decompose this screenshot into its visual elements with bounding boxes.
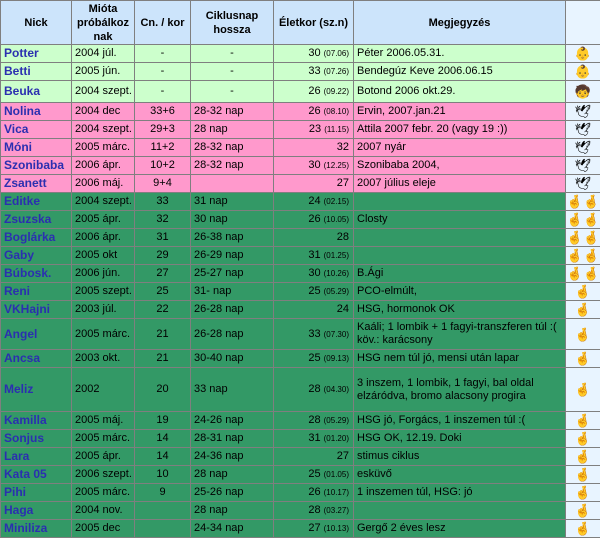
age-value: 30 — [308, 159, 320, 171]
note-cell: stimus ciklus — [354, 448, 566, 466]
baby-icon: 👶 — [566, 45, 600, 63]
age-value: 25 — [308, 468, 320, 480]
since-cell: 2006 máj. — [72, 175, 135, 193]
age-cell — [274, 211, 354, 229]
cn-cell: 14 — [135, 448, 191, 466]
cn-cell: 33 — [135, 193, 191, 211]
table-row — [1, 175, 600, 193]
age-value: 25 — [308, 352, 320, 364]
nick-cell: Beuka — [1, 81, 72, 103]
nick-cell: Ancsa — [1, 350, 72, 368]
cn-cell: 10 — [135, 466, 191, 484]
birthday-value: (10.26) — [324, 269, 349, 278]
age-cell — [274, 45, 354, 63]
crossed-fingers-icon: 🤞 — [566, 520, 600, 538]
cycle-cell: 31 nap — [191, 193, 274, 211]
table-row — [1, 301, 600, 319]
cycle-cell — [191, 175, 274, 193]
nick-cell: Betti — [1, 63, 72, 81]
cycle-cell: 30 nap — [191, 211, 274, 229]
birthday-value: (07.30) — [324, 330, 349, 339]
nick-cell: Miniliza — [1, 520, 72, 538]
table-row — [1, 121, 600, 139]
crossed-fingers-icon: 🤞 — [566, 301, 600, 319]
age-cell — [274, 265, 354, 283]
note-cell: Attila 2007 febr. 20 (vagy 19 :)) — [354, 121, 566, 139]
age-value: 33 — [308, 328, 320, 340]
cycle-cell: 24-26 nap — [191, 412, 274, 430]
note-cell — [354, 502, 566, 520]
age-cell — [274, 502, 354, 520]
age-value: 24 — [337, 303, 349, 315]
header-nick: Nick — [1, 1, 72, 45]
cn-cell: 21 — [135, 319, 191, 350]
cycle-cell: 30-40 nap — [191, 350, 274, 368]
since-cell: 2004 dec — [72, 103, 135, 121]
nick-cell: Szonibaba — [1, 157, 72, 175]
birthday-value: (01.25) — [324, 251, 349, 260]
nick-cell: Pihi — [1, 484, 72, 502]
header-icon — [566, 1, 600, 45]
since-cell: 2006 ápr. — [72, 229, 135, 247]
cycle-cell: 24-34 nap — [191, 520, 274, 538]
baby-photo-icon: 🧒 — [566, 81, 600, 103]
age-value: 28 — [308, 414, 320, 426]
note-cell: Gergő 2 éves lesz — [354, 520, 566, 538]
crossed-fingers-icon: 🤞 — [566, 484, 600, 502]
nick-cell: Meliz — [1, 368, 72, 412]
since-cell: 2004 szept. — [72, 193, 135, 211]
birthday-value: (03.27) — [324, 506, 349, 515]
crossed-fingers-icon: 🤞 — [566, 466, 600, 484]
note-cell: 2007 július eleje — [354, 175, 566, 193]
table-row — [1, 247, 600, 265]
age-cell — [274, 139, 354, 157]
age-value: 30 — [308, 47, 320, 59]
table-row — [1, 103, 600, 121]
since-cell: 2005 ápr. — [72, 448, 135, 466]
table-row — [1, 63, 600, 81]
cycle-cell: - — [191, 81, 274, 103]
header-row — [1, 1, 600, 45]
age-cell — [274, 466, 354, 484]
birthday-value: (09.13) — [324, 354, 349, 363]
age-cell — [274, 247, 354, 265]
cycle-cell: 26-38 nap — [191, 229, 274, 247]
cycle-cell: 25-26 nap — [191, 484, 274, 502]
cycle-cell: 28-32 nap — [191, 103, 274, 121]
age-cell — [274, 63, 354, 81]
stork-icon: 🕊 — [566, 121, 600, 139]
age-value: 33 — [308, 65, 320, 77]
cn-cell — [135, 520, 191, 538]
cn-cell: 21 — [135, 350, 191, 368]
age-cell — [274, 412, 354, 430]
age-value: 27 — [308, 522, 320, 534]
cycle-cell: 28 nap — [191, 121, 274, 139]
cycle-cell: - — [191, 45, 274, 63]
cn-cell: - — [135, 45, 191, 63]
table-row — [1, 319, 600, 350]
cycle-cell: 28-31 nap — [191, 430, 274, 448]
since-cell: 2005 szept. — [72, 283, 135, 301]
cn-cell: 22 — [135, 301, 191, 319]
age-cell — [274, 193, 354, 211]
birthday-value: (09.22) — [324, 87, 349, 96]
table-row — [1, 157, 600, 175]
since-cell: 2004 júl. — [72, 45, 135, 63]
cn-cell: 29 — [135, 247, 191, 265]
cn-cell: - — [135, 81, 191, 103]
age-value: 31 — [308, 249, 320, 261]
note-cell: Szonibaba 2004, — [354, 157, 566, 175]
baby-icon: 👶 — [566, 63, 600, 81]
birthday-value: (07.06) — [324, 49, 349, 58]
since-cell: 2006 ápr. — [72, 157, 135, 175]
table-row — [1, 193, 600, 211]
note-cell: HSG jó, Forgács, 1 inszemen túl :( — [354, 412, 566, 430]
nick-cell: Reni — [1, 283, 72, 301]
nick-cell: Haga — [1, 502, 72, 520]
since-cell: 2002 — [72, 368, 135, 412]
nick-cell: Vica — [1, 121, 72, 139]
since-cell: 2003 okt. — [72, 350, 135, 368]
stork-icon: 🕊 — [566, 139, 600, 157]
birthday-value: (08.10) — [324, 107, 349, 116]
age-cell — [274, 121, 354, 139]
age-value: 26 — [308, 486, 320, 498]
table-row — [1, 430, 600, 448]
crossed-fingers-icon: 🤞 — [566, 430, 600, 448]
nick-cell: Lara — [1, 448, 72, 466]
stork-icon: 🕊 — [566, 175, 600, 193]
since-cell: 2005 márc. — [72, 139, 135, 157]
crossed-fingers-icon: 🤞 — [566, 350, 600, 368]
table-row — [1, 520, 600, 538]
table-row — [1, 412, 600, 430]
cn-cell: 19 — [135, 412, 191, 430]
table-row — [1, 448, 600, 466]
cn-cell — [135, 502, 191, 520]
since-cell: 2004 szept. — [72, 121, 135, 139]
table-body — [1, 45, 600, 538]
age-cell — [274, 520, 354, 538]
birthday-value: (04.30) — [324, 385, 349, 394]
since-cell: 2004 szept. — [72, 81, 135, 103]
age-value: 24 — [308, 195, 320, 207]
age-cell — [274, 283, 354, 301]
note-cell: Closty — [354, 211, 566, 229]
since-cell: 2005 dec — [72, 520, 135, 538]
age-cell — [274, 350, 354, 368]
stork-icon: 🕊 — [566, 157, 600, 175]
age-cell — [274, 175, 354, 193]
birthday-value: (10.13) — [324, 524, 349, 533]
cycle-cell: 26-28 nap — [191, 319, 274, 350]
birthday-value: (10.17) — [324, 488, 349, 497]
nick-cell: Potter — [1, 45, 72, 63]
nick-cell: Angel — [1, 319, 72, 350]
crossed-fingers-icon: 🤞 — [566, 319, 600, 350]
nick-cell: Gaby — [1, 247, 72, 265]
cycle-cell: 25-27 nap — [191, 265, 274, 283]
table-row — [1, 211, 600, 229]
crossed-fingers-icon: 🤞 — [566, 368, 600, 412]
table-row — [1, 283, 600, 301]
since-cell: 2005 ápr. — [72, 211, 135, 229]
since-cell: 2006 jún. — [72, 265, 135, 283]
header-life: Életkor (sz.n) — [274, 1, 354, 45]
nick-cell: Kamilla — [1, 412, 72, 430]
nick-cell: Nolina — [1, 103, 72, 121]
age-cell — [274, 301, 354, 319]
birthday-value: (10.05) — [324, 215, 349, 224]
nick-cell: Editke — [1, 193, 72, 211]
nick-cell: Sonjus — [1, 430, 72, 448]
crossed-fingers-icon: 🤞🤞 — [566, 211, 600, 229]
age-value: 30 — [308, 267, 320, 279]
since-cell: 2004 nov. — [72, 502, 135, 520]
cn-cell: 29+3 — [135, 121, 191, 139]
cn-cell: 33+6 — [135, 103, 191, 121]
nick-cell: Zsuzska — [1, 211, 72, 229]
table-row — [1, 466, 600, 484]
cycle-cell: 26-28 nap — [191, 301, 274, 319]
header-cycle: Ciklusnap hossza — [191, 1, 274, 45]
cn-cell: - — [135, 63, 191, 81]
crossed-fingers-icon: 🤞 — [566, 502, 600, 520]
header-age: Cn. / kor — [135, 1, 191, 45]
age-cell — [274, 157, 354, 175]
cycle-cell: 31- nap — [191, 283, 274, 301]
table-row — [1, 368, 600, 412]
header-since: Mióta próbálkoz nak — [72, 1, 135, 45]
nick-cell: Búbosk. — [1, 265, 72, 283]
cycle-cell: 33 nap — [191, 368, 274, 412]
table-row — [1, 229, 600, 247]
cn-cell: 10+2 — [135, 157, 191, 175]
table-row — [1, 502, 600, 520]
birthday-value: (02.15) — [324, 197, 349, 206]
since-cell: 2005 jún. — [72, 63, 135, 81]
age-value: 26 — [308, 213, 320, 225]
cycle-cell: - — [191, 63, 274, 81]
cn-cell: 9+4 — [135, 175, 191, 193]
cn-cell: 14 — [135, 430, 191, 448]
cn-cell: 11+2 — [135, 139, 191, 157]
note-cell — [354, 193, 566, 211]
birthday-value: (11.15) — [324, 125, 349, 134]
table-row — [1, 139, 600, 157]
table-row — [1, 265, 600, 283]
nick-cell: VKHajni — [1, 301, 72, 319]
note-cell: HSG, hormonok OK — [354, 301, 566, 319]
note-cell: 1 inszemen túl, HSG: jó — [354, 484, 566, 502]
age-cell — [274, 368, 354, 412]
age-value: 28 — [308, 504, 320, 516]
table-row — [1, 81, 600, 103]
table-row — [1, 484, 600, 502]
age-cell — [274, 448, 354, 466]
since-cell: 2006 szept. — [72, 466, 135, 484]
since-cell: 2003 júl. — [72, 301, 135, 319]
since-cell: 2005 okt — [72, 247, 135, 265]
cn-cell: 20 — [135, 368, 191, 412]
age-value: 27 — [337, 450, 349, 462]
header-notes: Megjegyzés — [354, 1, 566, 45]
age-value: 26 — [308, 105, 320, 117]
since-cell: 2005 márc. — [72, 484, 135, 502]
note-cell: B.Ági — [354, 265, 566, 283]
age-cell — [274, 430, 354, 448]
cn-cell: 27 — [135, 265, 191, 283]
note-cell: Péter 2006.05.31. — [354, 45, 566, 63]
cn-cell: 31 — [135, 229, 191, 247]
cycle-cell: 28 nap — [191, 466, 274, 484]
note-cell: esküvő — [354, 466, 566, 484]
age-value: 26 — [308, 85, 320, 97]
age-value: 25 — [308, 285, 320, 297]
nick-cell: Zsanett — [1, 175, 72, 193]
since-cell: 2005 márc. — [72, 319, 135, 350]
note-cell: Bendegúz Keve 2006.06.15 — [354, 63, 566, 81]
note-cell: Ervin, 2007.jan.21 — [354, 103, 566, 121]
nick-cell: Kata 05 — [1, 466, 72, 484]
age-value: 31 — [308, 432, 320, 444]
age-value: 28 — [337, 231, 349, 243]
note-cell — [354, 229, 566, 247]
age-value: 32 — [337, 141, 349, 153]
nick-cell: Boglárka — [1, 229, 72, 247]
crossed-fingers-icon: 🤞🤞 — [566, 229, 600, 247]
age-value: 23 — [309, 123, 321, 135]
note-cell: 2007 nyár — [354, 139, 566, 157]
age-cell — [274, 484, 354, 502]
nick-cell: Móni — [1, 139, 72, 157]
cycle-cell: 24-36 nap — [191, 448, 274, 466]
crossed-fingers-icon: 🤞 — [566, 283, 600, 301]
age-cell — [274, 103, 354, 121]
birthday-value: (12.25) — [324, 161, 349, 170]
birthday-value: (01.20) — [324, 434, 349, 443]
birthday-value: (07.26) — [324, 67, 349, 76]
age-cell — [274, 229, 354, 247]
since-cell: 2005 márc. — [72, 430, 135, 448]
stork-icon: 🕊 — [566, 103, 600, 121]
age-value: 27 — [337, 177, 349, 189]
birthday-value: (05.29) — [324, 287, 349, 296]
cycle-cell: 28 nap — [191, 502, 274, 520]
cycle-cell: 28-32 nap — [191, 157, 274, 175]
cn-cell: 25 — [135, 283, 191, 301]
birthday-value: (01.05) — [324, 470, 349, 479]
note-cell: Botond 2006 okt.29. — [354, 81, 566, 103]
crossed-fingers-icon: 🤞🤞 — [566, 265, 600, 283]
age-cell — [274, 319, 354, 350]
age-cell — [274, 81, 354, 103]
cn-cell: 9 — [135, 484, 191, 502]
cycle-cell: 28-32 nap — [191, 139, 274, 157]
note-cell — [354, 247, 566, 265]
table-row — [1, 45, 600, 63]
table-row — [1, 350, 600, 368]
crossed-fingers-icon: 🤞 — [566, 412, 600, 430]
note-cell: PCO-elmúlt, — [354, 283, 566, 301]
crossed-fingers-icon: 🤞🤞 — [566, 247, 600, 265]
note-cell: Kaáli; 1 lombik + 1 fagyi-transzferen túl :( köv.: karácsony — [354, 319, 566, 350]
note-cell: 3 inszem, 1 lombik, 1 fagyi, bal oldal elzáródva, bromo alacsony progira — [354, 368, 566, 412]
note-cell: HSG OK, 12.19. Doki — [354, 430, 566, 448]
age-value: 28 — [308, 383, 320, 395]
note-cell: HSG nem túl jó, mensi után lapar — [354, 350, 566, 368]
cycle-cell: 26-29 nap — [191, 247, 274, 265]
crossed-fingers-icon: 🤞🤞 — [566, 193, 600, 211]
since-cell: 2005 máj. — [72, 412, 135, 430]
crossed-fingers-icon: 🤞 — [566, 448, 600, 466]
birthday-value: (05.29) — [324, 416, 349, 425]
cn-cell: 32 — [135, 211, 191, 229]
